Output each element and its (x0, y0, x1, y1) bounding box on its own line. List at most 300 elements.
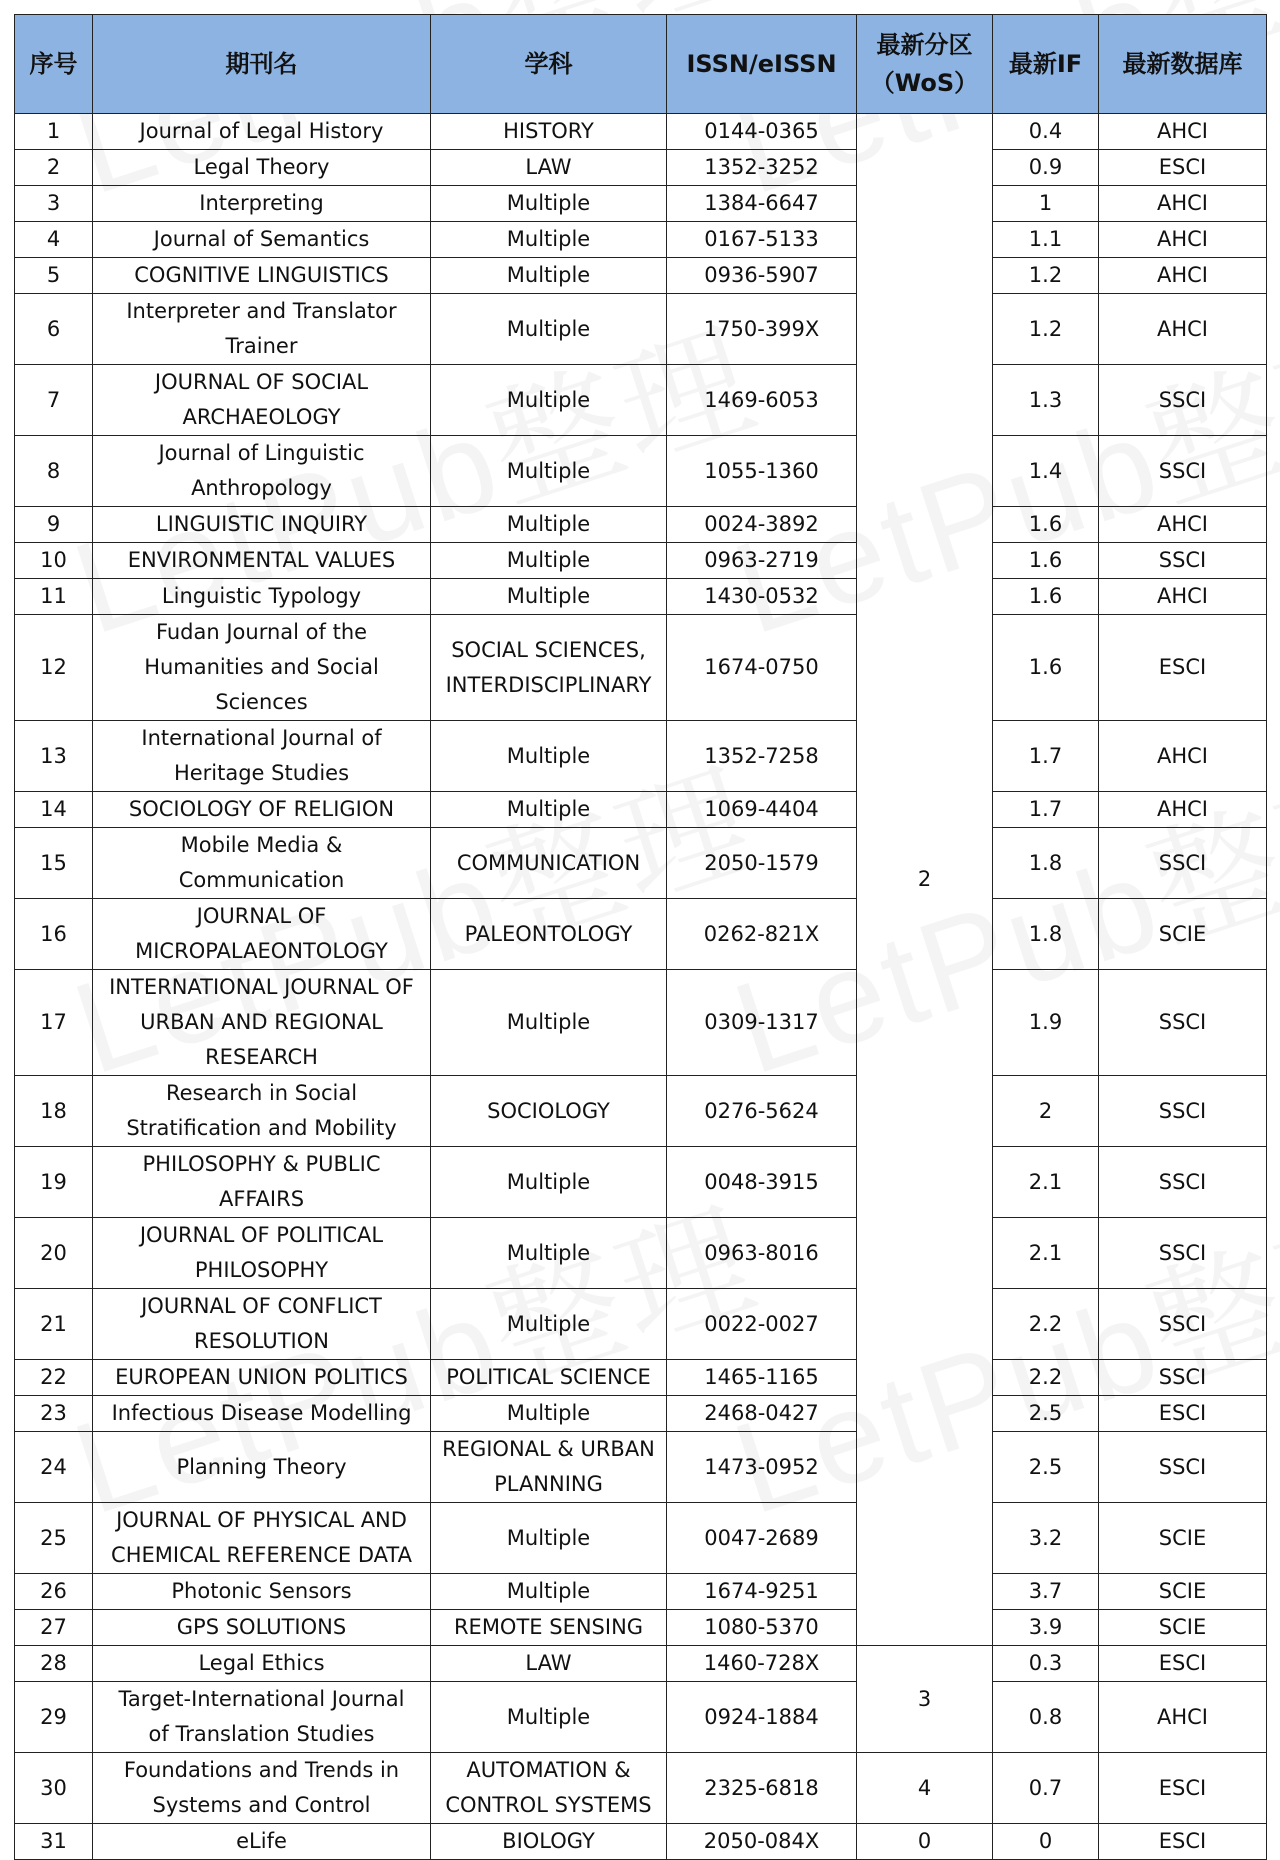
cell-line: COGNITIVE LINGUISTICS (134, 263, 389, 287)
cell-subject (431, 1432, 667, 1503)
table-row (15, 1824, 1267, 1860)
cell-subject (431, 1503, 667, 1574)
cell-journal (93, 1360, 431, 1396)
table-row (15, 615, 1267, 721)
cell-if: 2.1 (993, 1147, 1099, 1218)
cell-line: Fudan Journal of the (155, 620, 368, 644)
cell-issn: 0047-2689 (667, 1503, 857, 1574)
cell-subject (431, 1646, 667, 1682)
cell-line: PALEONTOLOGY (464, 921, 633, 946)
cell-if: 3.7 (993, 1574, 1099, 1610)
cell-issn: 0024-3892 (667, 507, 857, 543)
cell-issn: 2050-084X (667, 1824, 857, 1860)
cell-no: 17 (15, 970, 93, 1076)
cell-db: SSCI (1099, 1147, 1267, 1218)
cell-db: AHCI (1099, 792, 1267, 828)
cell-journal (93, 114, 431, 150)
cell-journal (93, 1824, 431, 1860)
cell-line: Legal Theory (193, 155, 330, 179)
cell-no: 10 (15, 543, 93, 579)
cell-line: RESOLUTION (193, 1329, 329, 1353)
cell-subject (431, 1076, 667, 1147)
cell-journal (93, 258, 431, 294)
cell-journal (93, 186, 431, 222)
cell-db: SCIE (1099, 1610, 1267, 1646)
cell-zone: 4 (857, 1753, 993, 1824)
cell-issn: 0144-0365 (667, 114, 857, 150)
cell-if: 1.6 (993, 579, 1099, 615)
cell-issn: 0924-1884 (667, 1682, 857, 1753)
cell-no: 24 (15, 1432, 93, 1503)
cell-db: AHCI (1099, 579, 1267, 615)
cell-line: Multiple (506, 548, 591, 572)
cell-issn: 1352-3252 (667, 150, 857, 186)
cell-if: 2.5 (993, 1396, 1099, 1432)
table-row (15, 1432, 1267, 1503)
table-row (15, 1147, 1267, 1218)
cell-journal (93, 1753, 431, 1824)
cell-issn: 0262-821X (667, 899, 857, 970)
cell-if: 2.2 (993, 1360, 1099, 1396)
cell-if: 1.4 (993, 436, 1099, 507)
cell-issn: 1352-7258 (667, 721, 857, 792)
header-if: 最新IF (993, 15, 1099, 114)
cell-db: ESCI (1099, 150, 1267, 186)
cell-db: AHCI (1099, 507, 1267, 543)
cell-line: LAW (525, 1651, 572, 1675)
cell-line: Legal Ethics (198, 1651, 325, 1675)
cell-issn: 1055-1360 (667, 436, 857, 507)
cell-if: 2.1 (993, 1218, 1099, 1289)
cell-line: Mobile Media & (180, 833, 343, 857)
cell-subject (431, 1610, 667, 1646)
cell-subject (431, 507, 667, 543)
cell-subject (431, 1218, 667, 1289)
cell-line: LAW (525, 155, 572, 179)
cell-journal (93, 365, 431, 436)
cell-journal (93, 1682, 431, 1753)
table-row (15, 792, 1267, 828)
cell-if: 2 (993, 1076, 1099, 1147)
cell-line: Anthropology (191, 476, 332, 500)
cell-if: 3.2 (993, 1503, 1099, 1574)
cell-line: Journal of Linguistic (158, 441, 365, 465)
cell-db: ESCI (1099, 1646, 1267, 1682)
cell-journal (93, 721, 431, 792)
cell-no: 23 (15, 1396, 93, 1432)
table-row (15, 1753, 1267, 1824)
cell-line: URBAN AND REGIONAL (140, 1010, 383, 1034)
cell-if: 3.9 (993, 1610, 1099, 1646)
cell-if: 1.6 (993, 543, 1099, 579)
cell-db: SCIE (1099, 899, 1267, 970)
cell-line: Humanities and Social (144, 655, 379, 679)
cell-db: SCIE (1099, 1503, 1267, 1574)
cell-line: Interpreter and Translator (126, 299, 397, 323)
cell-line: GPS SOLUTIONS (176, 1615, 347, 1639)
cell-db: AHCI (1099, 114, 1267, 150)
header-zone (857, 15, 993, 114)
journal-table (14, 14, 1267, 1860)
cell-issn: 0963-8016 (667, 1218, 857, 1289)
cell-issn: 1460-728X (667, 1646, 857, 1682)
cell-subject (431, 365, 667, 436)
table-body (15, 114, 1267, 1860)
cell-subject (431, 114, 667, 150)
cell-db: SCIE (1099, 1574, 1267, 1610)
cell-issn: 1674-0750 (667, 615, 857, 721)
table-row (15, 222, 1267, 258)
table-row (15, 579, 1267, 615)
cell-line: Multiple (506, 263, 591, 287)
table-row (15, 543, 1267, 579)
cell-line: JOURNAL OF (196, 904, 327, 928)
cell-issn: 0167-5133 (667, 222, 857, 258)
cell-if: 1.6 (993, 615, 1099, 721)
cell-journal (93, 1147, 431, 1218)
cell-line: JOURNAL OF POLITICAL (139, 1223, 384, 1247)
cell-db: SSCI (1099, 1360, 1267, 1396)
cell-journal (93, 828, 431, 899)
cell-no: 31 (15, 1824, 93, 1860)
cell-journal (93, 1610, 431, 1646)
cell-line: Multiple (506, 512, 591, 536)
cell-line: Multiple (506, 584, 591, 608)
cell-subject (431, 1824, 667, 1860)
table-row (15, 721, 1267, 792)
cell-journal (93, 1432, 431, 1503)
cell-db: SSCI (1099, 828, 1267, 899)
cell-journal (93, 1396, 431, 1432)
cell-line: ARCHAEOLOGY (182, 405, 341, 429)
cell-if: 1.2 (993, 294, 1099, 365)
cell-line: CHEMICAL REFERENCE DATA (111, 1543, 412, 1567)
cell-journal (93, 1574, 431, 1610)
cell-db: ESCI (1099, 615, 1267, 721)
cell-subject (431, 792, 667, 828)
cell-line: Journal of Semantics (153, 227, 370, 251)
header-subject: 学科 (431, 15, 667, 114)
cell-line: POLITICAL SCIENCE (446, 1365, 651, 1389)
cell-line: JOURNAL OF CONFLICT (141, 1294, 382, 1318)
cell-issn: 1384-6647 (667, 186, 857, 222)
cell-line: Multiple (506, 1169, 591, 1194)
cell-line: PLANNING (494, 1472, 603, 1496)
cell-line: Multiple (506, 1704, 591, 1729)
cell-line: CONTROL SYSTEMS (445, 1793, 652, 1817)
cell-no: 28 (15, 1646, 93, 1682)
cell-line: Multiple (506, 743, 591, 768)
cell-issn: 2325-6818 (667, 1753, 857, 1824)
cell-db: AHCI (1099, 294, 1267, 365)
cell-if: 0.7 (993, 1753, 1099, 1824)
cell-db: ESCI (1099, 1396, 1267, 1432)
cell-subject (431, 1682, 667, 1753)
cell-subject (431, 1147, 667, 1218)
cell-if: 1.3 (993, 365, 1099, 436)
table-row (15, 1646, 1267, 1682)
cell-issn: 1674-9251 (667, 1574, 857, 1610)
cell-line: COMMUNICATION (456, 850, 641, 875)
cell-journal (93, 579, 431, 615)
cell-issn: 1473-0952 (667, 1432, 857, 1503)
table-row (15, 294, 1267, 365)
cell-line: Multiple (506, 316, 591, 341)
cell-line: SOCIOLOGY (487, 1098, 610, 1123)
table-row (15, 1682, 1267, 1753)
cell-journal (93, 970, 431, 1076)
cell-subject (431, 150, 667, 186)
cell-journal (93, 294, 431, 365)
cell-journal (93, 507, 431, 543)
cell-db: ESCI (1099, 1824, 1267, 1860)
table-row (15, 1574, 1267, 1610)
cell-line: Infectious Disease Modelling (111, 1401, 412, 1425)
cell-issn: 1080-5370 (667, 1610, 857, 1646)
cell-db: AHCI (1099, 222, 1267, 258)
cell-no: 8 (15, 436, 93, 507)
cell-journal (93, 543, 431, 579)
cell-line: Target-International Journal (118, 1687, 405, 1711)
cell-subject (431, 970, 667, 1076)
cell-line: Multiple (506, 191, 591, 215)
header-zone-line1: 最新分区 (876, 31, 973, 59)
cell-if: 0.9 (993, 150, 1099, 186)
cell-line: Multiple (506, 227, 591, 251)
cell-subject (431, 1360, 667, 1396)
cell-if: 1.8 (993, 899, 1099, 970)
cell-if: 1.6 (993, 507, 1099, 543)
cell-line: Multiple (506, 1401, 591, 1425)
table-row (15, 1396, 1267, 1432)
table-row (15, 1503, 1267, 1574)
cell-line: Multiple (506, 797, 591, 821)
cell-line: PHILOSOPHY & PUBLIC (142, 1152, 381, 1176)
cell-no: 25 (15, 1503, 93, 1574)
cell-db: SSCI (1099, 970, 1267, 1076)
header-db: 最新数据库 (1099, 15, 1267, 114)
cell-subject (431, 1574, 667, 1610)
cell-no: 5 (15, 258, 93, 294)
cell-subject (431, 436, 667, 507)
cell-line: Multiple (506, 1010, 591, 1034)
table-row (15, 258, 1267, 294)
cell-line: INTERNATIONAL JOURNAL OF (109, 975, 414, 999)
cell-line: EUROPEAN UNION POLITICS (115, 1365, 408, 1389)
cell-issn: 0963-2719 (667, 543, 857, 579)
cell-db: SSCI (1099, 365, 1267, 436)
cell-if: 1.7 (993, 721, 1099, 792)
cell-line: JOURNAL OF PHYSICAL AND (116, 1508, 407, 1532)
cell-if: 1.2 (993, 258, 1099, 294)
cell-journal (93, 792, 431, 828)
cell-journal (93, 1503, 431, 1574)
cell-subject (431, 828, 667, 899)
cell-issn: 0022-0027 (667, 1289, 857, 1360)
cell-no: 27 (15, 1610, 93, 1646)
cell-line: REMOTE SENSING (453, 1615, 644, 1639)
cell-db: SSCI (1099, 543, 1267, 579)
cell-if: 1 (993, 186, 1099, 222)
cell-zone: 0 (857, 1824, 993, 1860)
cell-line: of Translation Studies (148, 1722, 375, 1746)
cell-subject (431, 186, 667, 222)
cell-no: 29 (15, 1682, 93, 1753)
cell-line: Multiple (506, 1579, 591, 1603)
cell-no: 12 (15, 615, 93, 721)
cell-no: 16 (15, 899, 93, 970)
cell-db: SSCI (1099, 436, 1267, 507)
cell-db: AHCI (1099, 1682, 1267, 1753)
cell-if: 2.2 (993, 1289, 1099, 1360)
cell-if: 1.7 (993, 792, 1099, 828)
cell-db: SSCI (1099, 1289, 1267, 1360)
table-row (15, 1076, 1267, 1147)
cell-journal (93, 1646, 431, 1682)
cell-if: 1.9 (993, 970, 1099, 1076)
cell-line: SOCIOLOGY OF RELIGION (128, 797, 395, 821)
cell-issn: 0936-5907 (667, 258, 857, 294)
cell-line: Linguistic Typology (161, 584, 362, 608)
header-journal: 期刊名 (93, 15, 431, 114)
cell-db: AHCI (1099, 186, 1267, 222)
cell-if: 1.1 (993, 222, 1099, 258)
cell-no: 2 (15, 150, 93, 186)
cell-subject (431, 579, 667, 615)
cell-line: AUTOMATION & (466, 1758, 631, 1782)
cell-no: 9 (15, 507, 93, 543)
cell-issn: 2050-1579 (667, 828, 857, 899)
cell-line: Photonic Sensors (171, 1579, 352, 1603)
cell-issn: 1750-399X (667, 294, 857, 365)
cell-issn: 0309-1317 (667, 970, 857, 1076)
cell-no: 4 (15, 222, 93, 258)
cell-journal (93, 150, 431, 186)
table-row (15, 899, 1267, 970)
table-row (15, 150, 1267, 186)
cell-subject (431, 1396, 667, 1432)
cell-journal (93, 222, 431, 258)
cell-line: RESEARCH (205, 1045, 318, 1069)
cell-no: 21 (15, 1289, 93, 1360)
header-row (15, 15, 1267, 114)
header-no: 序号 (15, 15, 93, 114)
cell-journal (93, 1218, 431, 1289)
cell-issn: 1069-4404 (667, 792, 857, 828)
cell-journal (93, 1076, 431, 1147)
cell-line: Research in Social (165, 1081, 358, 1105)
cell-line: SOCIAL SCIENCES, (451, 637, 646, 662)
cell-no: 26 (15, 1574, 93, 1610)
table-row (15, 1610, 1267, 1646)
journal-table-container (14, 14, 1266, 1860)
table-row (15, 186, 1267, 222)
cell-line: Multiple (506, 1525, 591, 1550)
cell-journal (93, 1289, 431, 1360)
cell-journal (93, 615, 431, 721)
cell-if: 1.8 (993, 828, 1099, 899)
cell-line: Multiple (506, 458, 591, 483)
cell-subject (431, 1753, 667, 1824)
table-row (15, 828, 1267, 899)
cell-line: Multiple (506, 1311, 591, 1336)
cell-subject (431, 294, 667, 365)
cell-line: HISTORY (503, 119, 594, 143)
cell-line: ENVIRONMENTAL VALUES (127, 548, 396, 572)
cell-line: Sciences (215, 690, 308, 714)
cell-issn: 1469-6053 (667, 365, 857, 436)
cell-no: 3 (15, 186, 93, 222)
table-row (15, 507, 1267, 543)
cell-subject (431, 222, 667, 258)
table-row (15, 1218, 1267, 1289)
cell-line: LINGUISTIC INQUIRY (155, 512, 368, 536)
cell-line: Journal of Legal History (139, 119, 384, 143)
cell-line: Multiple (506, 1240, 591, 1265)
table-row (15, 1360, 1267, 1396)
cell-issn: 2468-0427 (667, 1396, 857, 1432)
cell-issn: 0276-5624 (667, 1076, 857, 1147)
cell-if: 0.8 (993, 1682, 1099, 1753)
cell-if: 0.3 (993, 1646, 1099, 1682)
cell-no: 7 (15, 365, 93, 436)
cell-db: SSCI (1099, 1432, 1267, 1503)
cell-db: SSCI (1099, 1218, 1267, 1289)
cell-subject (431, 543, 667, 579)
cell-issn: 1465-1165 (667, 1360, 857, 1396)
cell-line: Trainer (225, 334, 298, 358)
cell-no: 20 (15, 1218, 93, 1289)
cell-line: MICROPALAEONTOLOGY (135, 939, 388, 963)
cell-line: Foundations and Trends in (123, 1758, 400, 1782)
cell-subject (431, 721, 667, 792)
cell-line: INTERDISCIPLINARY (445, 672, 652, 697)
cell-line: Systems and Control (152, 1793, 371, 1817)
cell-line: eLife (236, 1829, 287, 1853)
table-row (15, 970, 1267, 1076)
cell-no: 15 (15, 828, 93, 899)
cell-line: JOURNAL OF SOCIAL (154, 370, 369, 394)
cell-line: BIOLOGY (502, 1829, 595, 1853)
cell-line: REGIONAL & URBAN (442, 1437, 655, 1461)
cell-no: 22 (15, 1360, 93, 1396)
cell-issn: 1430-0532 (667, 579, 857, 615)
cell-no: 11 (15, 579, 93, 615)
cell-db: ESCI (1099, 1753, 1267, 1824)
table-row (15, 114, 1267, 150)
cell-db: AHCI (1099, 721, 1267, 792)
cell-line: International Journal of (141, 726, 382, 750)
table-row (15, 436, 1267, 507)
cell-db: AHCI (1099, 258, 1267, 294)
cell-if: 2.5 (993, 1432, 1099, 1503)
cell-line: AFFAIRS (218, 1187, 305, 1211)
cell-line: Communication (178, 868, 345, 892)
cell-no: 1 (15, 114, 93, 150)
cell-zone: 2 (857, 114, 993, 1646)
cell-line: Planning Theory (176, 1454, 347, 1479)
cell-line: Interpreting (199, 191, 324, 215)
cell-line: Heritage Studies (173, 761, 350, 785)
cell-no: 30 (15, 1753, 93, 1824)
cell-line: Stratification and Mobility (126, 1116, 397, 1140)
cell-db: SSCI (1099, 1076, 1267, 1147)
cell-no: 14 (15, 792, 93, 828)
cell-subject (431, 899, 667, 970)
cell-subject (431, 615, 667, 721)
cell-if: 0 (993, 1824, 1099, 1860)
header-issn: ISSN/eISSN (667, 15, 857, 114)
